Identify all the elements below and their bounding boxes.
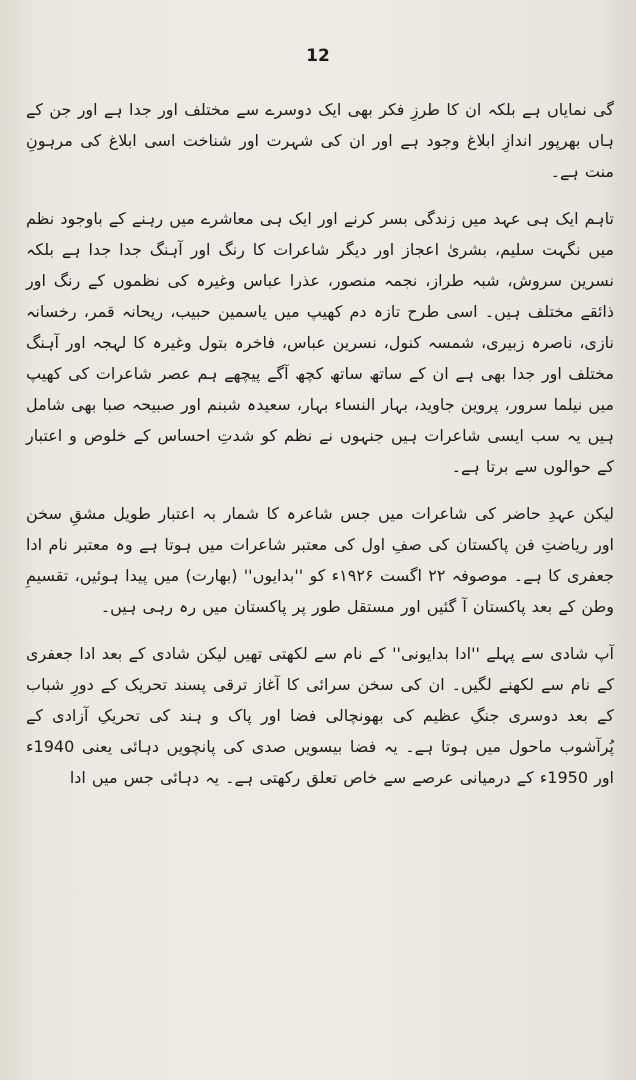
paragraph-1: گی نمایاں ہے بلکہ ان کا طرزِ فکر بھی ایک دوسرے سے مختلف اور جدا ہے اور جن کے ہاں بھرپور اندازِ ابلاغ وجود ہے اور ان کی شہرت اور شناخت اسی ابلاغ کی مرہونِ منت ہے۔ (26, 100, 614, 181)
paragraph-4: آپ شادی سے پہلے ''ادا بدایونی'' کے نام سے لکھتی تھیں لیکن شادی کے بعد ادا جعفری کے نام سے لکھنے لگیں۔ ان کی سخن سرائی کا آغاز ترقی پسند تحریک کے دورِ شباب کے بعد دوسری جنگِ عظیم کی بھونچالی فضا اور پاک و ہند کی تحریکِ آزادی کے پُرآشوب ماحول میں ہوتا ہے۔ یہ فضا بیسویں صدی کی پانچویں دہائی یعنی 1940ء اور 1950ء کے درمیانی عرصے سے خاص تعلق رکھتی ہے۔ یہ دہائی جس میں ادا (26, 644, 614, 787)
page-number: 12 (306, 46, 330, 66)
paragraph-3: لیکن عہدِ حاضر کی شاعرات میں جس شاعرہ کا شمار بہ اعتبار طویل مشقِ سخن اور ریاضتِ فن پاکستان کی صفِ اول کی معتبر شاعرات میں ہوتا ہے وہ معتبر نام ادا جعفری کا ہے۔ موصوفہ ۲۲ اگست ۱۹۲۶ء کو ''بدایوں'' (بھارت) میں پیدا ہوئیں، تقسیمِ وطن کے بعد پاکستان آ گئیں اور مستقل طور پر پاکستان میں رہ رہی ہیں۔ (26, 504, 615, 616)
paragraph-2: تاہم ایک ہی عہد میں زندگی بسر کرنے اور ایک ہی معاشرے میں رہنے کے باوجود نظم میں نگہت سلیم، بشریٰ اعجاز اور دیگر شاعرات کا رنگ اور آہنگ جدا جدا ہے بلکہ نسرین سروش، شبہ طراز، نجمہ منصور، عذرا عباس وغیرہ کی نظموں کے رنگ اور ذائقے مختلف ہیں۔ اسی طرح تازہ دم کھیپ میں یاسمین حبیب، ریحانہ قمر، رخسانہ نازی، ناصرہ زبیری، شمسہ کنول، نسرین عباس، فاخرہ بتول وغیرہ کا لہجہ اور آہنگ مختلف اور جدا بھی ہے ان کے ساتھ ساتھ کچھ آگے پیچھے ہم عصر شاعرات کی کھیپ میں نیلما سرور، پروین جاوید، بہار النساء بہار، سعیدہ شبنم اور صبیحہ صبا بھی شامل ہیں یہ سب ایسی شاعرات ہیں جنہوں نے نظم کو شدتِ احساس کے خلوص و اعتبار کے حوالوں سے برتا ہے۔ (26, 209, 614, 476)
body-text (26, 94, 614, 793)
